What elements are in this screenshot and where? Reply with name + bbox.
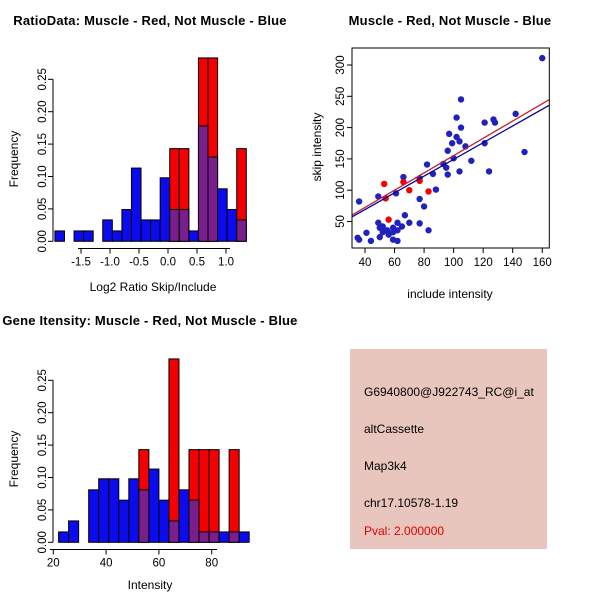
scatter-point-blue: [424, 161, 430, 167]
scatter-point-blue: [406, 220, 412, 226]
y-tick-label: 50: [335, 215, 347, 228]
hist-bar-blue: [227, 210, 237, 242]
scatter-point-blue: [363, 230, 369, 236]
x-tick-label: 1.0: [218, 256, 234, 269]
hist-bar-blue: [69, 521, 79, 542]
hist-bar-blue: [119, 500, 129, 542]
probe-id-text: G6940800@J922743_RC@i_at: [364, 385, 534, 399]
hist-bar-blue: [129, 479, 139, 543]
scatter-title: Muscle - Red, Not Muscle - Blue: [348, 13, 552, 28]
pval-text: Pval: 2.000000: [364, 524, 445, 538]
y-tick-label: 0.25: [37, 369, 49, 392]
x-tick-label: 60: [388, 257, 401, 269]
plot-box: [352, 48, 549, 248]
y-tick-label: 0.20: [37, 401, 49, 424]
scatter-point-blue: [468, 158, 474, 164]
hist-bar-overlap: [199, 532, 209, 542]
hist-bar-overlap: [237, 220, 247, 241]
hist-bar-overlap: [170, 210, 180, 242]
scatter-point-blue: [394, 238, 400, 244]
hist-bar-overlap: [198, 126, 208, 241]
x-tick-label: -1.0: [100, 256, 120, 269]
hist-bar-overlap: [209, 532, 219, 542]
regression-line-blue: [352, 105, 550, 217]
y-tick-label: 0.15: [37, 433, 49, 457]
scatter-point-blue: [521, 149, 527, 155]
scatter-point-blue: [416, 220, 422, 226]
scatter-point-blue: [512, 111, 518, 117]
intensity-scatter-chart: [300, 0, 600, 300]
hist-bar-red: [209, 450, 219, 543]
x-tick-label: 80: [417, 257, 431, 269]
gene-hist-xlabel: Intensity: [127, 578, 173, 592]
gene-name-text: Map3k4: [364, 459, 407, 473]
y-tick-label: 150: [335, 149, 347, 169]
scatter-point-blue: [539, 55, 545, 61]
splice-type-text: altCassette: [364, 422, 425, 436]
scatter-point-blue: [449, 140, 455, 146]
hist-bar-overlap: [229, 532, 239, 542]
x-tick-label: 40: [358, 257, 372, 269]
hist-bar-overlap: [208, 157, 218, 241]
ratio-hist-xlabel: Log2 Ratio Skip/Include: [89, 280, 217, 294]
x-tick-label: 20: [46, 557, 60, 570]
y-tick-label: 0.10: [37, 165, 49, 188]
scatter-point-blue: [399, 223, 405, 229]
x-tick-label: 0.0: [160, 256, 176, 269]
hist-bar-red: [169, 359, 179, 542]
x-tick-label: 140: [503, 257, 523, 269]
y-tick-label: 0.25: [37, 68, 49, 91]
hist-bar-blue: [109, 479, 119, 543]
scatter-point-blue: [458, 124, 464, 130]
hist-bar-blue: [122, 210, 132, 242]
hist-bar-blue: [103, 220, 113, 241]
scatter-point-blue: [492, 119, 498, 125]
y-tick-label: 0.05: [37, 197, 49, 221]
scatter-point-blue: [456, 138, 462, 144]
x-tick-label: 80: [205, 557, 219, 570]
scatter-point-blue: [445, 171, 451, 177]
scatter-ylabel: skip intensity: [310, 112, 324, 182]
hist-bar-blue: [99, 479, 109, 543]
ratio-hist-title: RatioData: Muscle - Red, Not Muscle - Blue: [13, 13, 287, 28]
hist-bar-overlap: [179, 210, 189, 242]
scatter-point-blue: [368, 238, 374, 244]
y-tick-label: 0.05: [37, 498, 49, 522]
hist-bar-blue: [131, 168, 141, 241]
scatter-point-red: [385, 216, 391, 222]
hist-bar-blue: [218, 189, 228, 241]
scatter-point-blue: [377, 234, 383, 240]
gene-histogram-chart: [0, 300, 300, 600]
ratio-hist-ylabel: Frequency: [7, 130, 21, 188]
hist-bar-blue: [179, 490, 189, 542]
scatter-point-blue: [456, 168, 462, 174]
hist-bar-blue: [112, 231, 122, 241]
hist-bar-blue: [59, 532, 69, 542]
hist-bar-blue: [149, 469, 159, 542]
scatter-point-blue: [446, 131, 452, 137]
scatter-point-red: [406, 187, 412, 193]
x-tick-label: 160: [532, 257, 552, 269]
hist-bar-blue: [219, 532, 229, 542]
x-tick-label: 120: [473, 257, 493, 269]
scatter-point-blue: [458, 96, 464, 102]
x-tick-label: 60: [152, 557, 166, 570]
y-tick-label: 0.00: [37, 531, 49, 554]
hist-bar-red: [199, 450, 209, 543]
hist-bar-blue: [74, 231, 84, 241]
hist-bar-overlap: [189, 500, 199, 542]
gene-hist-ylabel: Frequency: [7, 430, 21, 488]
x-tick-label: 100: [444, 257, 464, 269]
hist-bar-blue: [239, 532, 249, 542]
hist-bar-blue: [151, 220, 161, 241]
y-tick-label: 300: [335, 55, 347, 75]
scatter-point-red: [381, 181, 387, 187]
scatter-point-blue: [402, 212, 408, 218]
y-tick-label: 0.20: [37, 100, 49, 123]
scatter-point-blue: [356, 198, 362, 204]
hist-bar-overlap: [139, 490, 149, 542]
y-tick-label: 0.10: [37, 466, 49, 489]
gene-hist-title: Gene Itensity: Muscle - Red, Not Muscle - Blue: [2, 313, 298, 328]
hist-bar-red: [229, 450, 239, 543]
gene-info-panel: [350, 349, 547, 549]
hist-bar-overlap: [169, 521, 179, 542]
hist-bar-blue: [55, 231, 65, 241]
scatter-xlabel: include intensity: [407, 287, 493, 301]
scatter-point-blue: [453, 114, 459, 120]
chromosome-text: chr17.10578-1.19: [364, 496, 459, 510]
scatter-point-blue: [356, 236, 362, 242]
scatter-point-blue: [421, 203, 427, 209]
hist-bar-blue: [89, 490, 99, 542]
scatter-point-blue: [481, 119, 487, 125]
scatter-point-blue: [425, 227, 431, 233]
hist-bar-blue: [141, 220, 151, 241]
scatter-point-red: [425, 188, 431, 194]
scatter-point-blue: [445, 148, 451, 154]
y-tick-label: 100: [335, 180, 347, 200]
ratio-histogram-chart: [0, 0, 300, 300]
x-tick-label: 0.5: [189, 256, 205, 269]
x-tick-label: 40: [99, 557, 113, 570]
hist-bar-blue: [189, 231, 199, 241]
hist-bar-blue: [160, 178, 170, 242]
x-tick-label: -0.5: [129, 256, 149, 269]
scatter-point-blue: [486, 168, 492, 174]
y-tick-label: 0.00: [37, 230, 49, 253]
y-tick-label: 250: [335, 86, 347, 106]
x-tick-label: -1.5: [71, 256, 91, 269]
scatter-point-blue: [416, 196, 422, 202]
scatter-point-blue: [433, 186, 439, 192]
hist-bar-blue: [159, 500, 169, 542]
y-tick-label: 200: [335, 118, 347, 138]
regression-line-red: [352, 99, 550, 215]
hist-bar-blue: [84, 231, 94, 241]
y-tick-label: 0.15: [37, 132, 49, 156]
